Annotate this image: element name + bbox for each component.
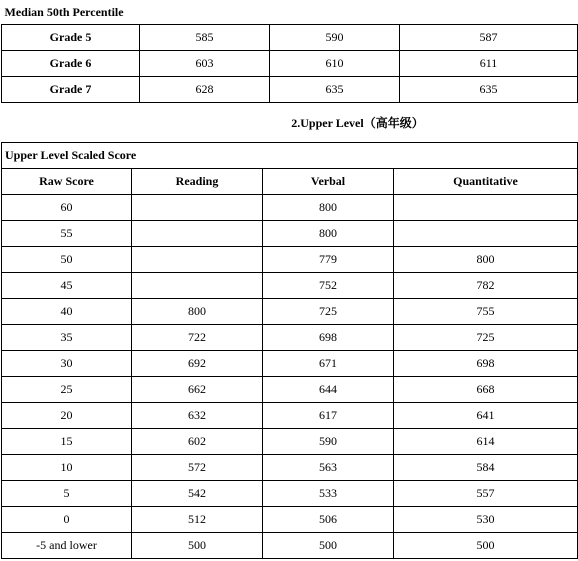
grade-label: Grade 5 xyxy=(2,25,140,51)
table-row xyxy=(2,377,578,403)
table-row xyxy=(2,299,578,325)
table-cell: 800 xyxy=(132,299,263,325)
table-cell: 641 xyxy=(394,403,578,429)
grade-label: Grade 7 xyxy=(2,77,140,103)
table-cell: 585 xyxy=(140,25,270,51)
table-cell: 692 xyxy=(132,351,263,377)
section-heading-text: 2.Upper Level（高年级） xyxy=(291,116,424,130)
table-cell: 0 xyxy=(2,507,132,533)
table-cell: 752 xyxy=(263,273,394,299)
table-cell: 40 xyxy=(2,299,132,325)
section-heading xyxy=(0,114,578,131)
table-cell xyxy=(394,195,578,221)
table-cell: 500 xyxy=(132,533,263,559)
table-cell: 60 xyxy=(2,195,132,221)
table-row xyxy=(2,429,578,455)
table-cell: 602 xyxy=(132,429,263,455)
table-cell xyxy=(132,221,263,247)
table-cell: 755 xyxy=(394,299,578,325)
table-cell: 611 xyxy=(400,51,578,77)
table-cell: 610 xyxy=(270,51,400,77)
upper-caption-row xyxy=(2,143,578,169)
table-cell: 617 xyxy=(263,403,394,429)
table-row xyxy=(2,507,578,533)
median-percentile-table xyxy=(1,0,578,103)
table-cell: 50 xyxy=(2,247,132,273)
table-cell: 572 xyxy=(132,455,263,481)
table-cell: 55 xyxy=(2,221,132,247)
table-cell: 644 xyxy=(263,377,394,403)
table-cell: 20 xyxy=(2,403,132,429)
table-cell: 542 xyxy=(132,481,263,507)
table-row xyxy=(2,481,578,507)
table-row xyxy=(2,51,578,77)
table-row xyxy=(2,195,578,221)
table-cell xyxy=(132,195,263,221)
grade-label: Grade 6 xyxy=(2,51,140,77)
table-cell: 35 xyxy=(2,325,132,351)
table-cell: 628 xyxy=(140,77,270,103)
table-row xyxy=(2,221,578,247)
table-cell: 800 xyxy=(394,247,578,273)
table-cell xyxy=(394,221,578,247)
table-cell: 530 xyxy=(394,507,578,533)
table-cell xyxy=(132,247,263,273)
table-cell: 512 xyxy=(132,507,263,533)
table-cell: 590 xyxy=(270,25,400,51)
table-cell: 725 xyxy=(263,299,394,325)
table-cell: 506 xyxy=(263,507,394,533)
table-row xyxy=(2,25,578,51)
table-cell: 800 xyxy=(263,195,394,221)
table-row xyxy=(2,273,578,299)
table-cell: 30 xyxy=(2,351,132,377)
table-cell: 698 xyxy=(263,325,394,351)
table-cell: 587 xyxy=(400,25,578,51)
column-header: Quantitative xyxy=(394,169,578,195)
table-cell: 603 xyxy=(140,51,270,77)
upper-caption: Upper Level Scaled Score xyxy=(2,143,578,169)
table-cell: 671 xyxy=(263,351,394,377)
median-caption-row xyxy=(2,0,578,25)
table-cell: 533 xyxy=(263,481,394,507)
header-row xyxy=(2,169,578,195)
table-cell: 500 xyxy=(394,533,578,559)
table-cell: 668 xyxy=(394,377,578,403)
table-cell: 10 xyxy=(2,455,132,481)
table-cell: 557 xyxy=(394,481,578,507)
table-cell: 800 xyxy=(263,221,394,247)
table-row xyxy=(2,325,578,351)
table-row xyxy=(2,533,578,559)
table-cell: 779 xyxy=(263,247,394,273)
table-cell: 45 xyxy=(2,273,132,299)
table-cell: 590 xyxy=(263,429,394,455)
table-row xyxy=(2,247,578,273)
table-cell: 614 xyxy=(394,429,578,455)
table-cell: 698 xyxy=(394,351,578,377)
table-row xyxy=(2,403,578,429)
table-cell: 632 xyxy=(132,403,263,429)
table-cell: 722 xyxy=(132,325,263,351)
column-header: Verbal xyxy=(263,169,394,195)
table-row xyxy=(2,351,578,377)
table-cell: 635 xyxy=(270,77,400,103)
table-cell: 635 xyxy=(400,77,578,103)
table-cell: 725 xyxy=(394,325,578,351)
upper-level-score-table xyxy=(1,142,578,559)
table-cell: 662 xyxy=(132,377,263,403)
table-cell: 563 xyxy=(263,455,394,481)
table-cell: 5 xyxy=(2,481,132,507)
column-header: Reading xyxy=(132,169,263,195)
table-cell: 25 xyxy=(2,377,132,403)
table-cell: 15 xyxy=(2,429,132,455)
table-cell: -5 and lower xyxy=(2,533,132,559)
table-cell: 500 xyxy=(263,533,394,559)
median-caption: Median 50th Percentile xyxy=(2,0,578,25)
table-cell: 584 xyxy=(394,455,578,481)
table-row xyxy=(2,77,578,103)
table-row xyxy=(2,455,578,481)
table-cell: 782 xyxy=(394,273,578,299)
table-cell xyxy=(132,273,263,299)
column-header: Raw Score xyxy=(2,169,132,195)
